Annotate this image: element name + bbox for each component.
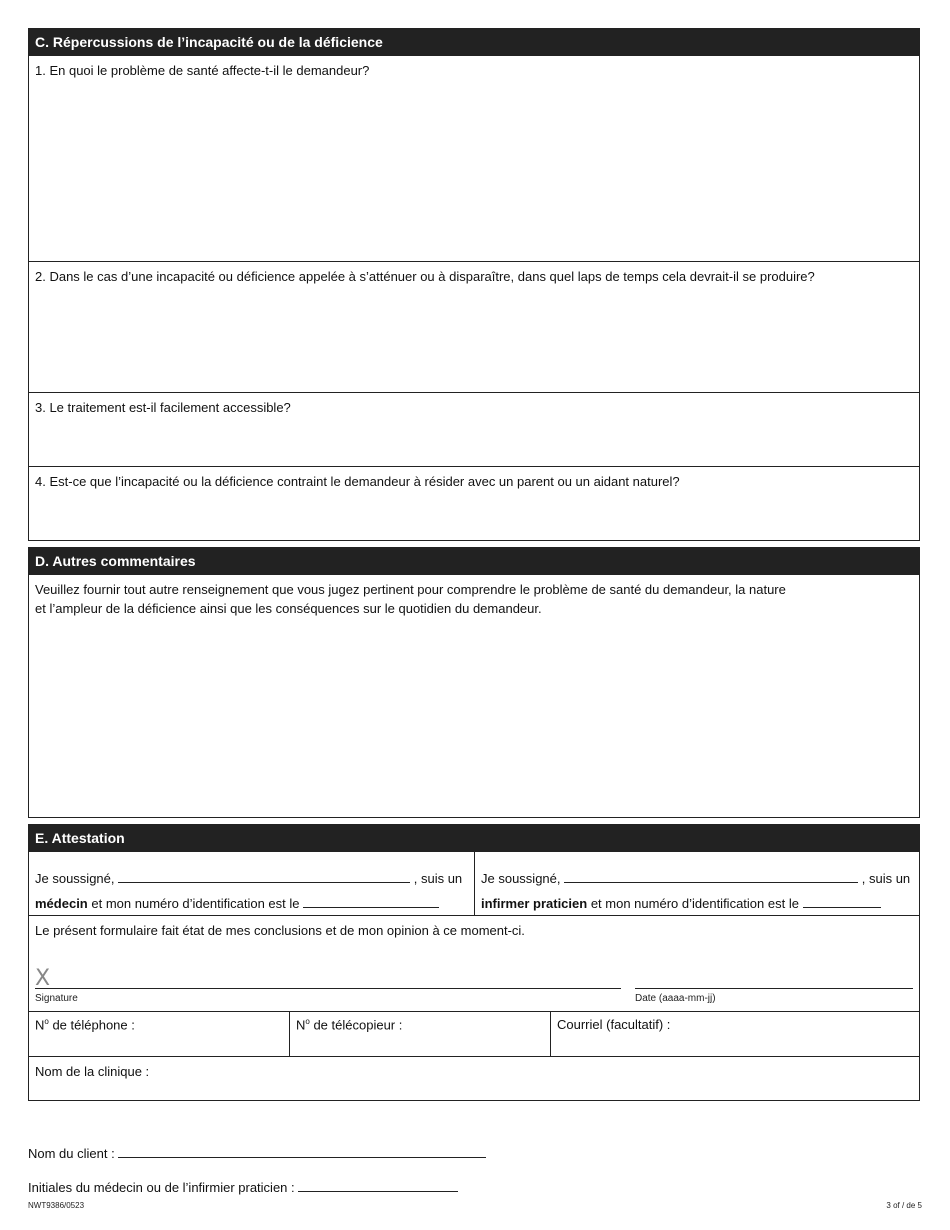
question-1-field[interactable] bbox=[29, 56, 919, 261]
phone-label-n: N bbox=[35, 1017, 45, 1033]
nurse-suffix: , suis un bbox=[861, 871, 911, 886]
initials-input[interactable] bbox=[298, 1177, 458, 1192]
signature-input[interactable] bbox=[35, 988, 621, 989]
fax-field[interactable] bbox=[290, 1012, 551, 1056]
fax-label-rest: de télécopieur : bbox=[309, 1017, 403, 1033]
physician-name-input[interactable] bbox=[118, 868, 410, 883]
question-4-field[interactable] bbox=[29, 466, 919, 540]
initials-label: Initiales du médecin ou de l’infirmier praticien : bbox=[28, 1180, 295, 1195]
nurse-role: infirmer praticien bbox=[481, 896, 588, 911]
signature-x-mark: X bbox=[35, 966, 51, 991]
clinic-label: Nom de la clinique : bbox=[35, 1064, 150, 1079]
nurse-prefix: Je soussigné, bbox=[481, 871, 561, 886]
physician-suffix: , suis un bbox=[413, 871, 463, 886]
phone-label-o: o bbox=[44, 1017, 49, 1026]
client-name-row bbox=[28, 1143, 486, 1161]
form-code: NWT9386/0523 bbox=[28, 1201, 85, 1210]
physician-id-input[interactable] bbox=[303, 893, 439, 908]
section-e bbox=[28, 824, 920, 1101]
comments-field[interactable] bbox=[29, 575, 919, 817]
question-4-label: 4. Est-ce que l’incapacité ou la déficience contraint le demandeur à résider avec un parent ou un aidant naturel? bbox=[35, 474, 680, 489]
phone-label-rest: de téléphone : bbox=[48, 1017, 135, 1033]
fax-label-o: o bbox=[305, 1017, 310, 1026]
comments-instructions-line2: et l’ampleur de la déficience ainsi que les conséquences sur le quotidien du demandeur. bbox=[35, 601, 542, 616]
clinic-field[interactable] bbox=[29, 1056, 919, 1102]
section-e-title: E. Attestation bbox=[29, 825, 919, 852]
date-label: Date (aaaa-mm-jj) bbox=[635, 993, 716, 1004]
nurse-id-input[interactable] bbox=[803, 893, 881, 908]
nurse-id-text: et mon numéro d’identification est le bbox=[590, 896, 799, 911]
nurse-attestation bbox=[475, 852, 919, 915]
phone-field[interactable] bbox=[29, 1012, 290, 1056]
fax-label-n: N bbox=[296, 1017, 306, 1033]
signature-label: Signature bbox=[35, 993, 78, 1004]
physician-attestation bbox=[29, 852, 475, 915]
section-c-title: C. Répercussions de l’incapacité ou de la déficience bbox=[29, 29, 919, 56]
client-name-input[interactable] bbox=[118, 1143, 486, 1158]
client-name-label: Nom du client : bbox=[28, 1146, 115, 1161]
section-d bbox=[28, 547, 920, 818]
question-2-label: 2. Dans le cas d’une incapacité ou déficience appelée à s’atténuer ou à disparaître, dans quel laps de temps cela devrait-il se produire? bbox=[35, 269, 815, 284]
attestation-statement: Le présent formulaire fait état de mes conclusions et de mon opinion à ce moment-ci. bbox=[35, 923, 525, 938]
question-1-label: 1. En quoi le problème de santé affecte-t-il le demandeur? bbox=[35, 63, 370, 78]
question-3-label: 3. Le traitement est-il facilement accessible? bbox=[35, 400, 291, 415]
signature-block bbox=[29, 915, 919, 1011]
email-label: Courriel (facultatif) : bbox=[557, 1017, 671, 1032]
page-number: 3 of / de 5 bbox=[886, 1201, 922, 1210]
question-3-field[interactable] bbox=[29, 392, 919, 466]
date-input[interactable] bbox=[635, 988, 913, 989]
attestation-row bbox=[29, 852, 919, 915]
initials-row bbox=[28, 1177, 458, 1195]
section-c bbox=[28, 28, 920, 541]
nurse-name-input[interactable] bbox=[564, 868, 858, 883]
contact-row bbox=[29, 1011, 919, 1056]
question-2-field[interactable] bbox=[29, 261, 919, 392]
section-d-title: D. Autres commentaires bbox=[29, 548, 919, 575]
email-field[interactable] bbox=[551, 1012, 919, 1056]
comments-instructions-line1: Veuillez fournir tout autre renseignement que vous jugez pertinent pour comprendre le problème de santé du demandeur, la nature bbox=[35, 582, 786, 597]
physician-prefix: Je soussigné, bbox=[35, 871, 115, 886]
physician-id-text: et mon numéro d’identification est le bbox=[91, 896, 300, 911]
physician-role: médecin bbox=[35, 896, 88, 911]
